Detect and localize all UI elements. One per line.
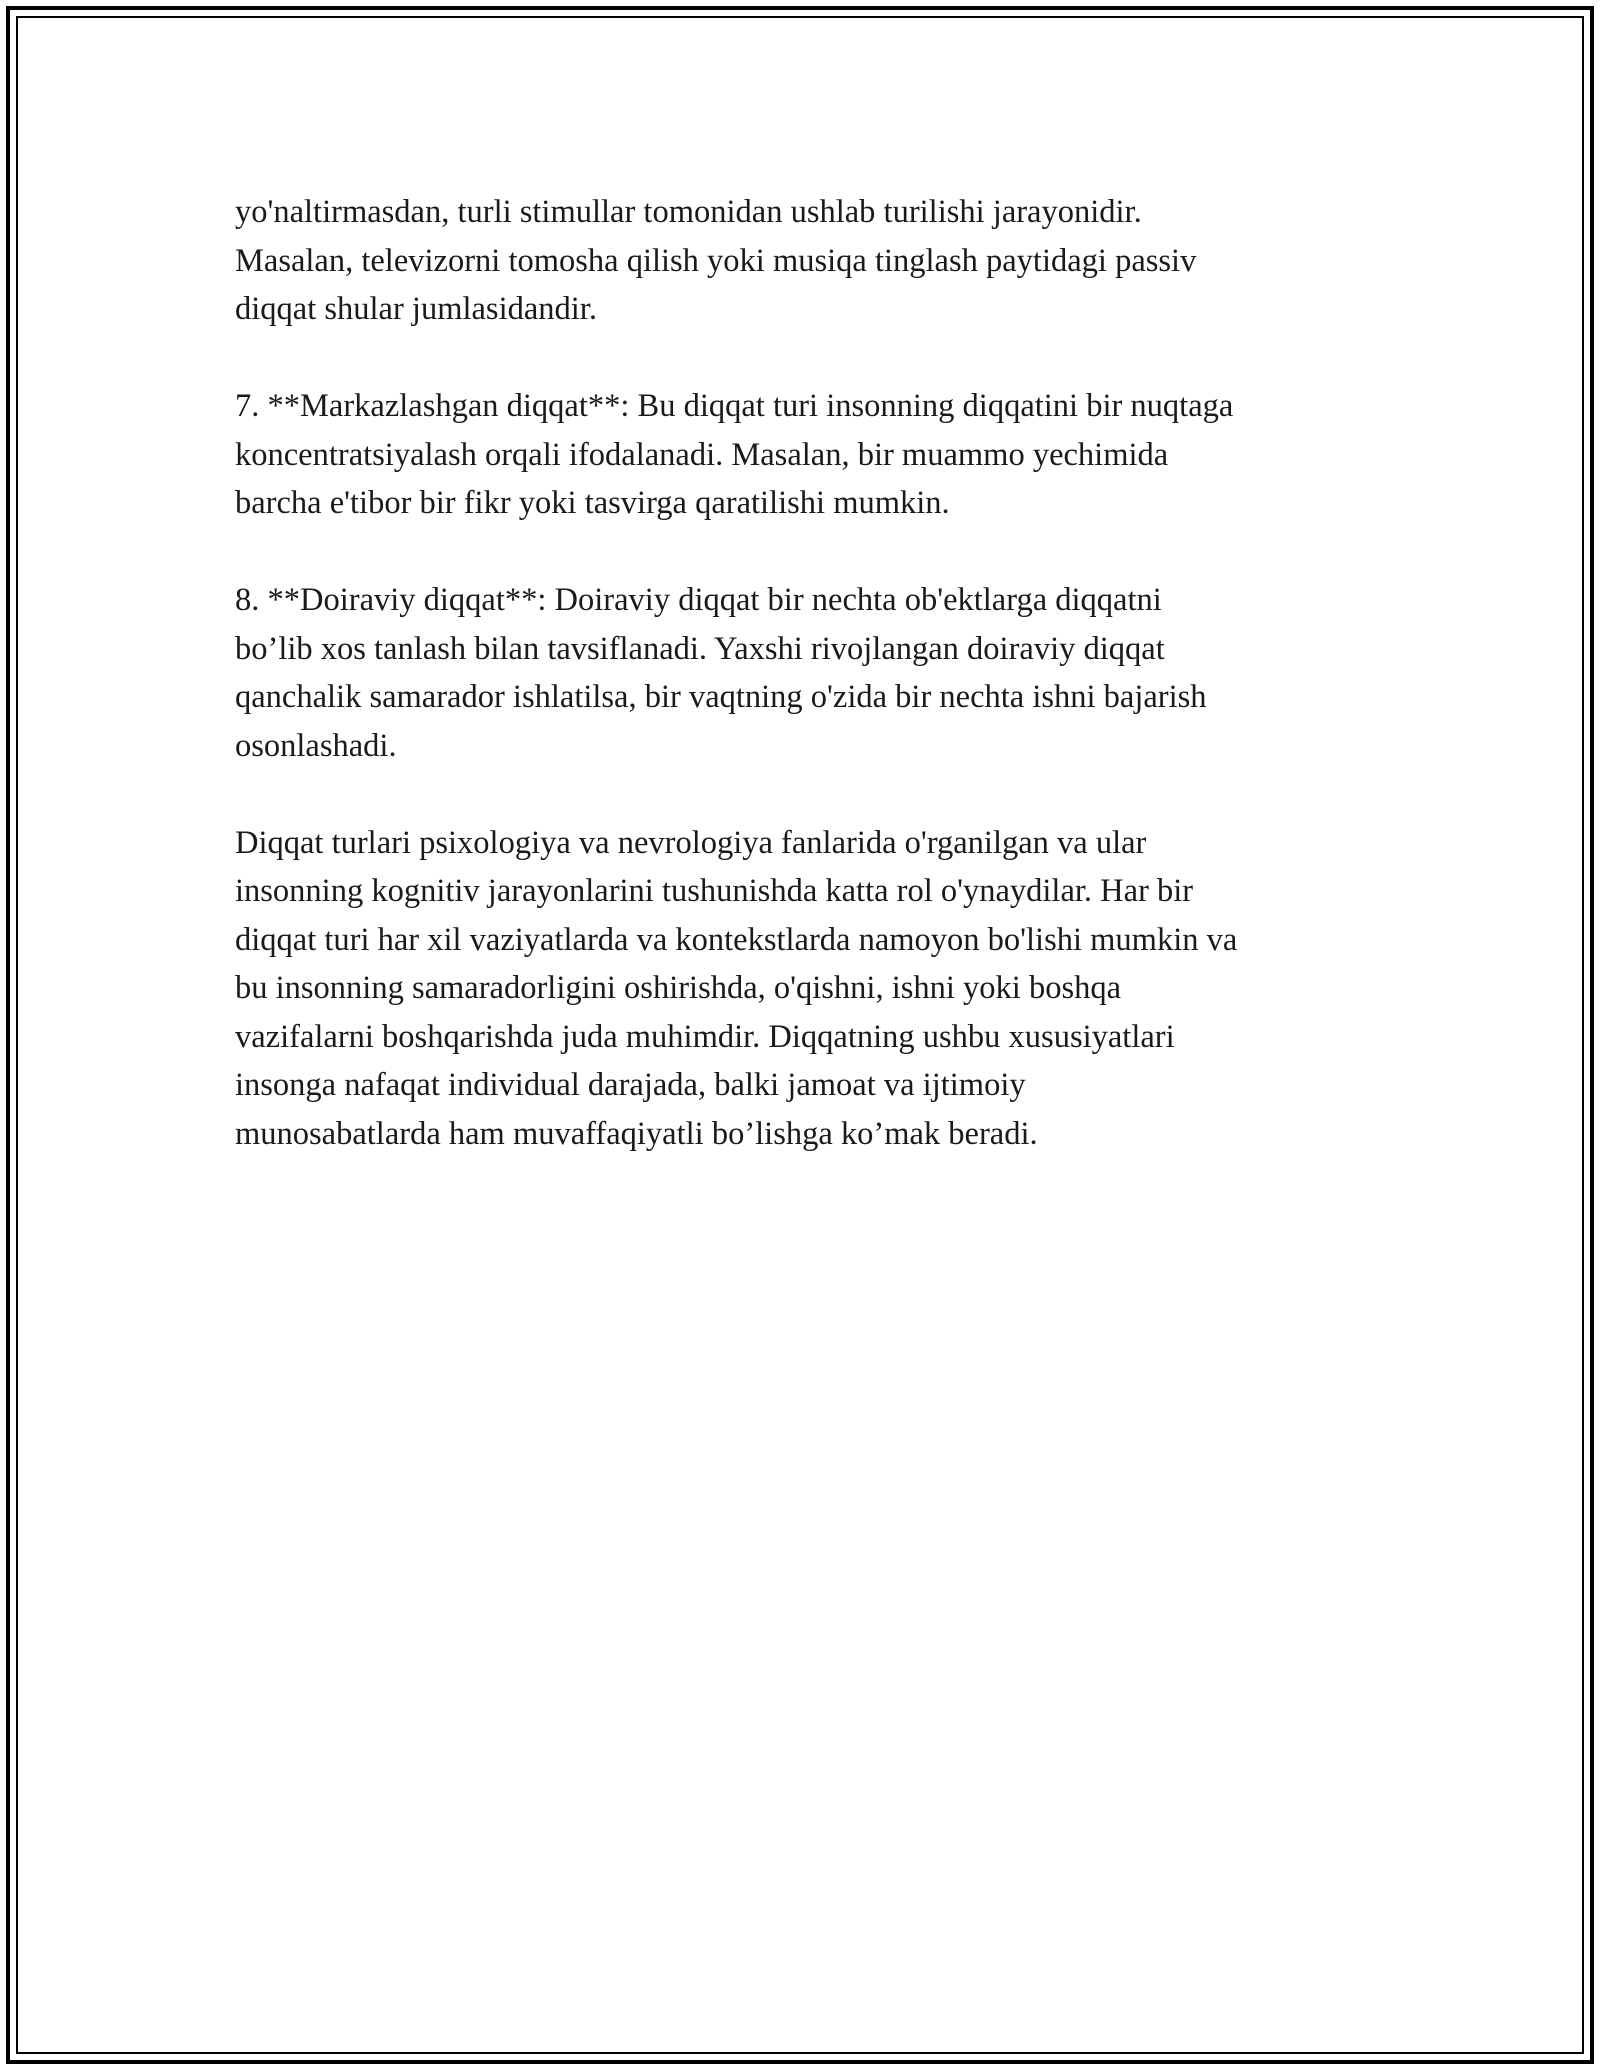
- text-line: bo’lib xos tanlash bilan tavsiflanadi. Yaxshi rivojlangan doiraviy diqqat: [235, 630, 1165, 667]
- text-line: 8. **Doiraviy diqqat**: Doiraviy diqqat bir nechta ob'ektlarga diqqatni: [235, 582, 1162, 618]
- text-line: bu insonning samaradorligini oshirishda, o'qishni, ishni yoki boshqa: [235, 970, 1122, 1006]
- text-line: vazifalarni boshqarishda juda muhimdir. Diqqatning ushbu xususiyatlari: [235, 1018, 1175, 1055]
- text-line: diqqat shular jumlasidandir.: [235, 291, 597, 327]
- text-line: yo'naltirmasdan, turli stimullar tomonidan ushlab turilishi jarayonidir.: [235, 194, 1142, 230]
- text-line: osonlashadi.: [235, 727, 397, 764]
- paragraph-item-8: [235, 576, 1375, 770]
- text-line: 7. **Markazlashgan diqqat**: Bu diqqat turi insonning diqqatini bir nuqtaga: [235, 388, 1234, 424]
- paragraph-conclusion: [235, 819, 1375, 1159]
- text-line: insonga nafaqat individual darajada, balki jamoat va ijtimoiy: [235, 1067, 1026, 1103]
- paragraph-item-7: [235, 382, 1375, 528]
- text-line: munosabatlarda ham muvaffaqiyatli bo’lishga ko’mak beradi.: [235, 1115, 1038, 1152]
- paragraph-passive-attention-end: [235, 188, 1375, 334]
- text-line: Masalan, televizorni tomosha qilish yoki musiqa tinglash paytidagi passiv: [235, 242, 1197, 279]
- text-line: Diqqat turlari psixologiya va nevrologiya fanlarida o'rganilgan va ular: [235, 824, 1147, 861]
- text-line: koncentratsiyalash orqali ifodalanadi. Masalan, bir muammo yechimida: [235, 436, 1169, 473]
- text-line: insonning kognitiv jarayonlarini tushunishda katta rol o'ynaydilar. Har bir: [235, 873, 1194, 909]
- text-line: qanchalik samarador ishlatilsa, bir vaqtning o'zida bir nechta ishni bajarish: [235, 679, 1207, 715]
- document-body: [235, 188, 1375, 1207]
- text-line: diqqat turi har xil vaziyatlarda va kontekstlarda namoyon bo'lishi mumkin va: [235, 921, 1238, 958]
- text-line: barcha e'tibor bir fikr yoki tasvirga qaratilishi mumkin.: [235, 485, 950, 521]
